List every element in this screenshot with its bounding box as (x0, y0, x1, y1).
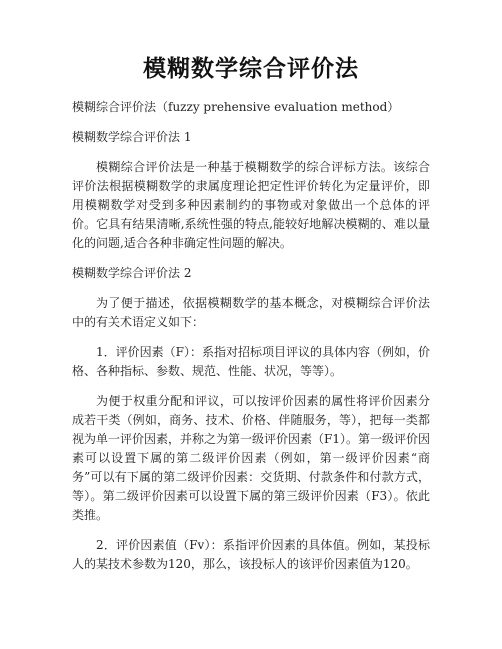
document-subtitle: 模糊综合评价法（fuzzy prehensive evaluation method） (72, 100, 400, 114)
section-2-paragraph-1: 为了便于描述，依据模糊数学的基本概念，对模糊综合评价法中的有关术语定义如下： (72, 296, 430, 329)
section-1-heading: 模糊数学综合评价法 1 (72, 130, 192, 144)
section-1-paragraph-1: 模糊综合评价法是一种基于模糊数学的综合评标方法。该综合评价法根据模糊数学的隶属度理论把定性评价转化为定量评价，即用模糊数学对受到多种因素制约的事物或对象做出一个总体的评价。它具有结果清晰,系统性强的特点,能较好地解决模糊的、难以量化的问题,适合各种非确定性问题的解决。 (72, 160, 430, 250)
section-2-paragraph-2: 1．评价因素（F）：系指对招标项目评议的具体内容（例如，价格、各种指标、参数、规范、性能、状况，等等）。 (72, 345, 430, 378)
document-title: 模糊数学综合评价法 (143, 56, 359, 82)
section-2-heading: 模糊数学综合评价法 2 (72, 266, 192, 280)
section-2-paragraph-4: 2．评价因素值（Fv）：系指评价因素的具体值。例如，某投标人的某技术参数为120，那么，该投标人的该评价因素值为120。 (72, 538, 430, 571)
section-2-paragraph-3: 为便于权重分配和评议，可以按评价因素的属性将评价因素分成若干类（例如，商务、技术、价格、伴随服务，等），把每一类都视为单一评价因素，并称之为第一级评价因素（F1）。第一级评价因素可以设置下属的第二级评价因素（例如，第一级评价因素“商务”可以有下属的第二级评价因素：交货期、付款条件和付款方式，等）。第二级评价因素可以设置下属的第三级评价因素（F3）。依此类推。 (72, 394, 430, 522)
